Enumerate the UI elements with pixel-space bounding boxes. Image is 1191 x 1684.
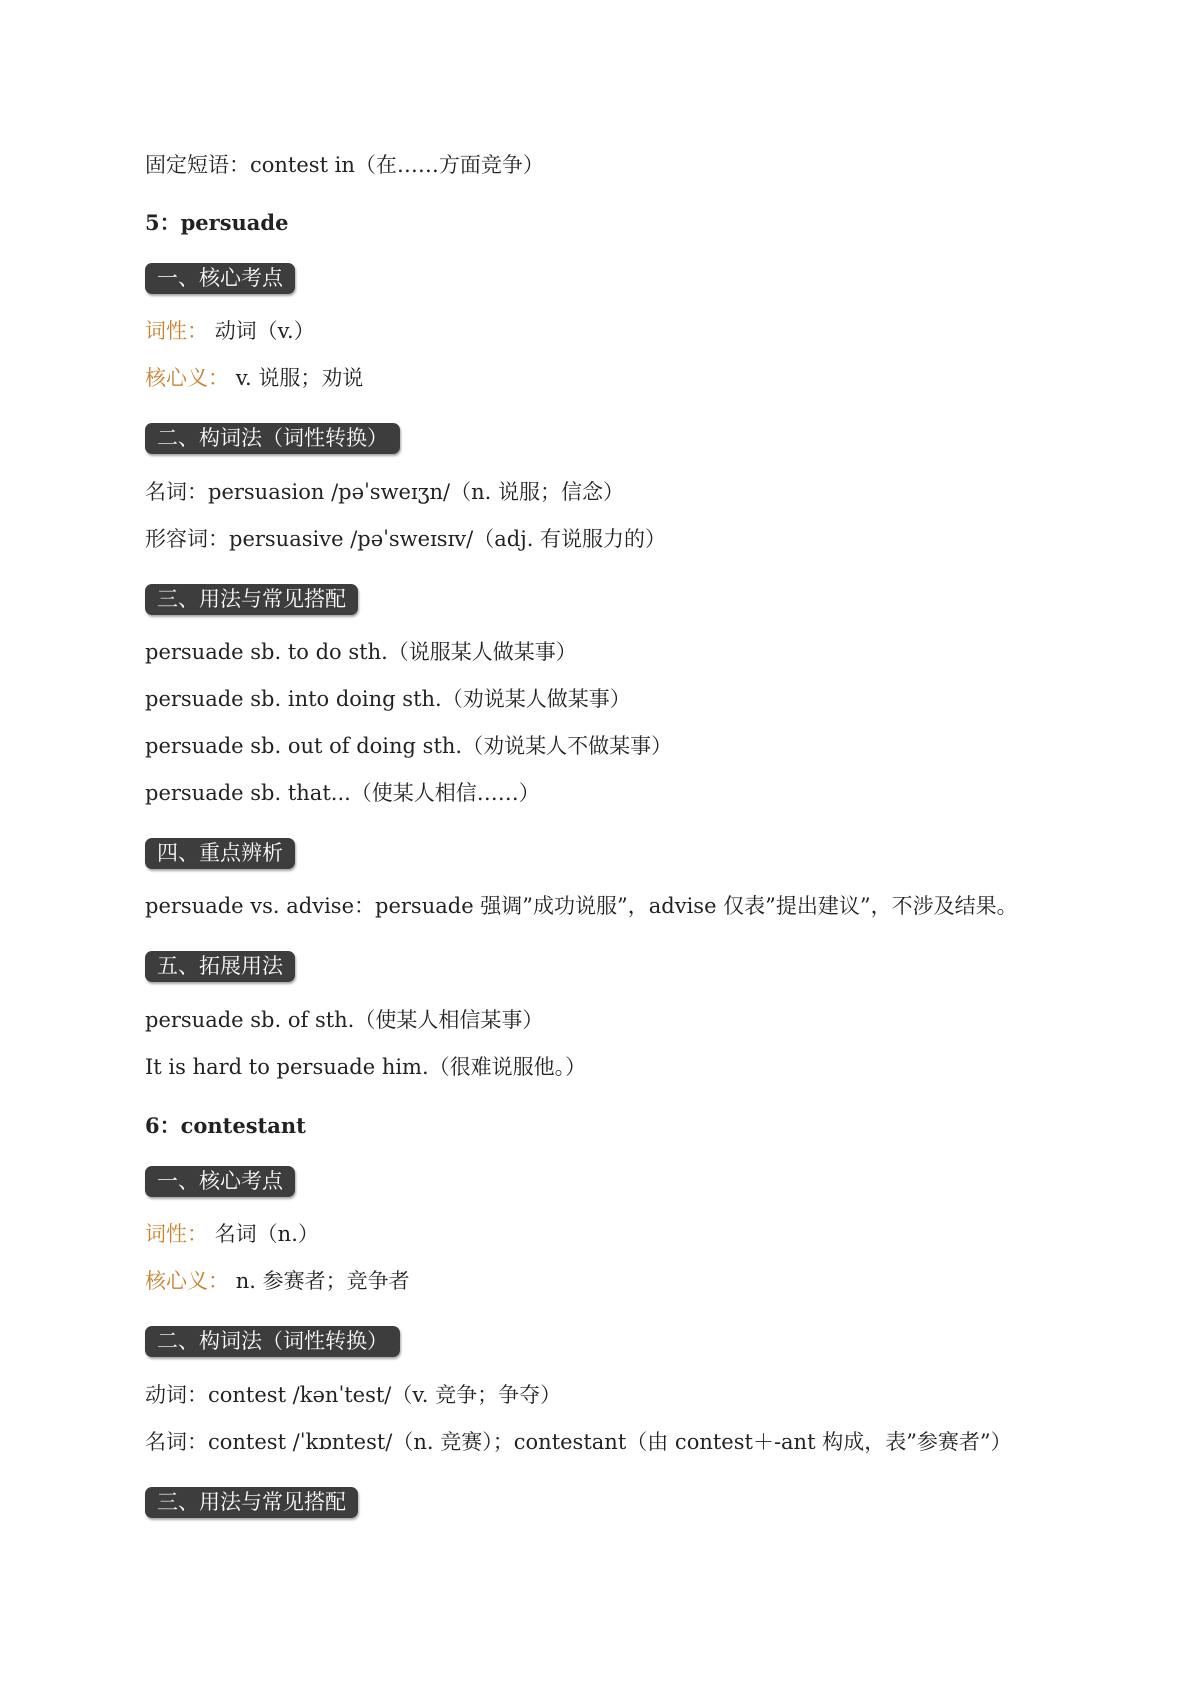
pos-label: 词性： <box>145 319 208 343</box>
word-heading-persuade: 5：persuade <box>145 210 289 235</box>
section-tag-core: 一、核心考点 <box>145 263 295 294</box>
usage-item: persuade sb. that...（使某人相信……） <box>145 781 540 805</box>
pos-line <box>145 316 315 346</box>
section-tag-usage: 三、用法与常见搭配 <box>145 1487 358 1518</box>
section-tag-usage: 三、用法与常见搭配 <box>145 584 358 615</box>
usage-item: persuade sb. into doing sth.（劝说某人做某事） <box>145 687 631 711</box>
meaning-value: n. 参赛者；竞争者 <box>235 1269 410 1293</box>
section-tag-ext: 五、拓展用法 <box>145 951 295 982</box>
section-tag-wordform: 二、构词法（词性转换） <box>145 423 400 454</box>
verb-form-line: 动词：contest /kənˈtest/（v. 竞争；争夺） <box>145 1383 562 1407</box>
diff-line: persuade vs. advise：persuade 强调”成功说服”，advise 仅表”提出建议”，不涉及结果。 <box>145 894 1018 918</box>
usage-item: persuade sb. out of doing sth.（劝说某人不做某事） <box>145 734 673 758</box>
pos-value: 动词（v.） <box>214 319 315 343</box>
meaning-label: 核心义： <box>145 366 229 390</box>
word-heading-contestant: 6：contestant <box>145 1113 306 1138</box>
adjective-form-line: 形容词：persuasive /pəˈsweɪsɪv/（adj. 有说服力的） <box>145 527 667 551</box>
meaning-value: v. 说服；劝说 <box>235 366 364 390</box>
meaning-line <box>145 363 363 393</box>
meaning-line <box>145 1266 410 1296</box>
noun-form-line: 名词：contest /ˈkɒntest/（n. 竞赛）；contestant（由 contest＋-ant 构成，表”参赛者”） <box>145 1430 1012 1454</box>
pos-label: 词性： <box>145 1222 208 1246</box>
section-tag-core: 一、核心考点 <box>145 1166 295 1197</box>
section-tag-diff: 四、重点辨析 <box>145 838 295 869</box>
fixed-phrase-line: 固定短语：contest in（在……方面竞争） <box>145 153 544 177</box>
meaning-label: 核心义： <box>145 1269 229 1293</box>
ext-item: It is hard to persuade him.（很难说服他。） <box>145 1055 587 1079</box>
ext-item: persuade sb. of sth.（使某人相信某事） <box>145 1008 544 1032</box>
pos-line <box>145 1219 319 1249</box>
section-tag-wordform: 二、构词法（词性转换） <box>145 1326 400 1357</box>
pos-value: 名词（n.） <box>214 1222 319 1246</box>
usage-item: persuade sb. to do sth.（说服某人做某事） <box>145 640 577 664</box>
noun-form-line: 名词：persuasion /pəˈsweɪʒn/（n. 说服；信念） <box>145 480 625 504</box>
